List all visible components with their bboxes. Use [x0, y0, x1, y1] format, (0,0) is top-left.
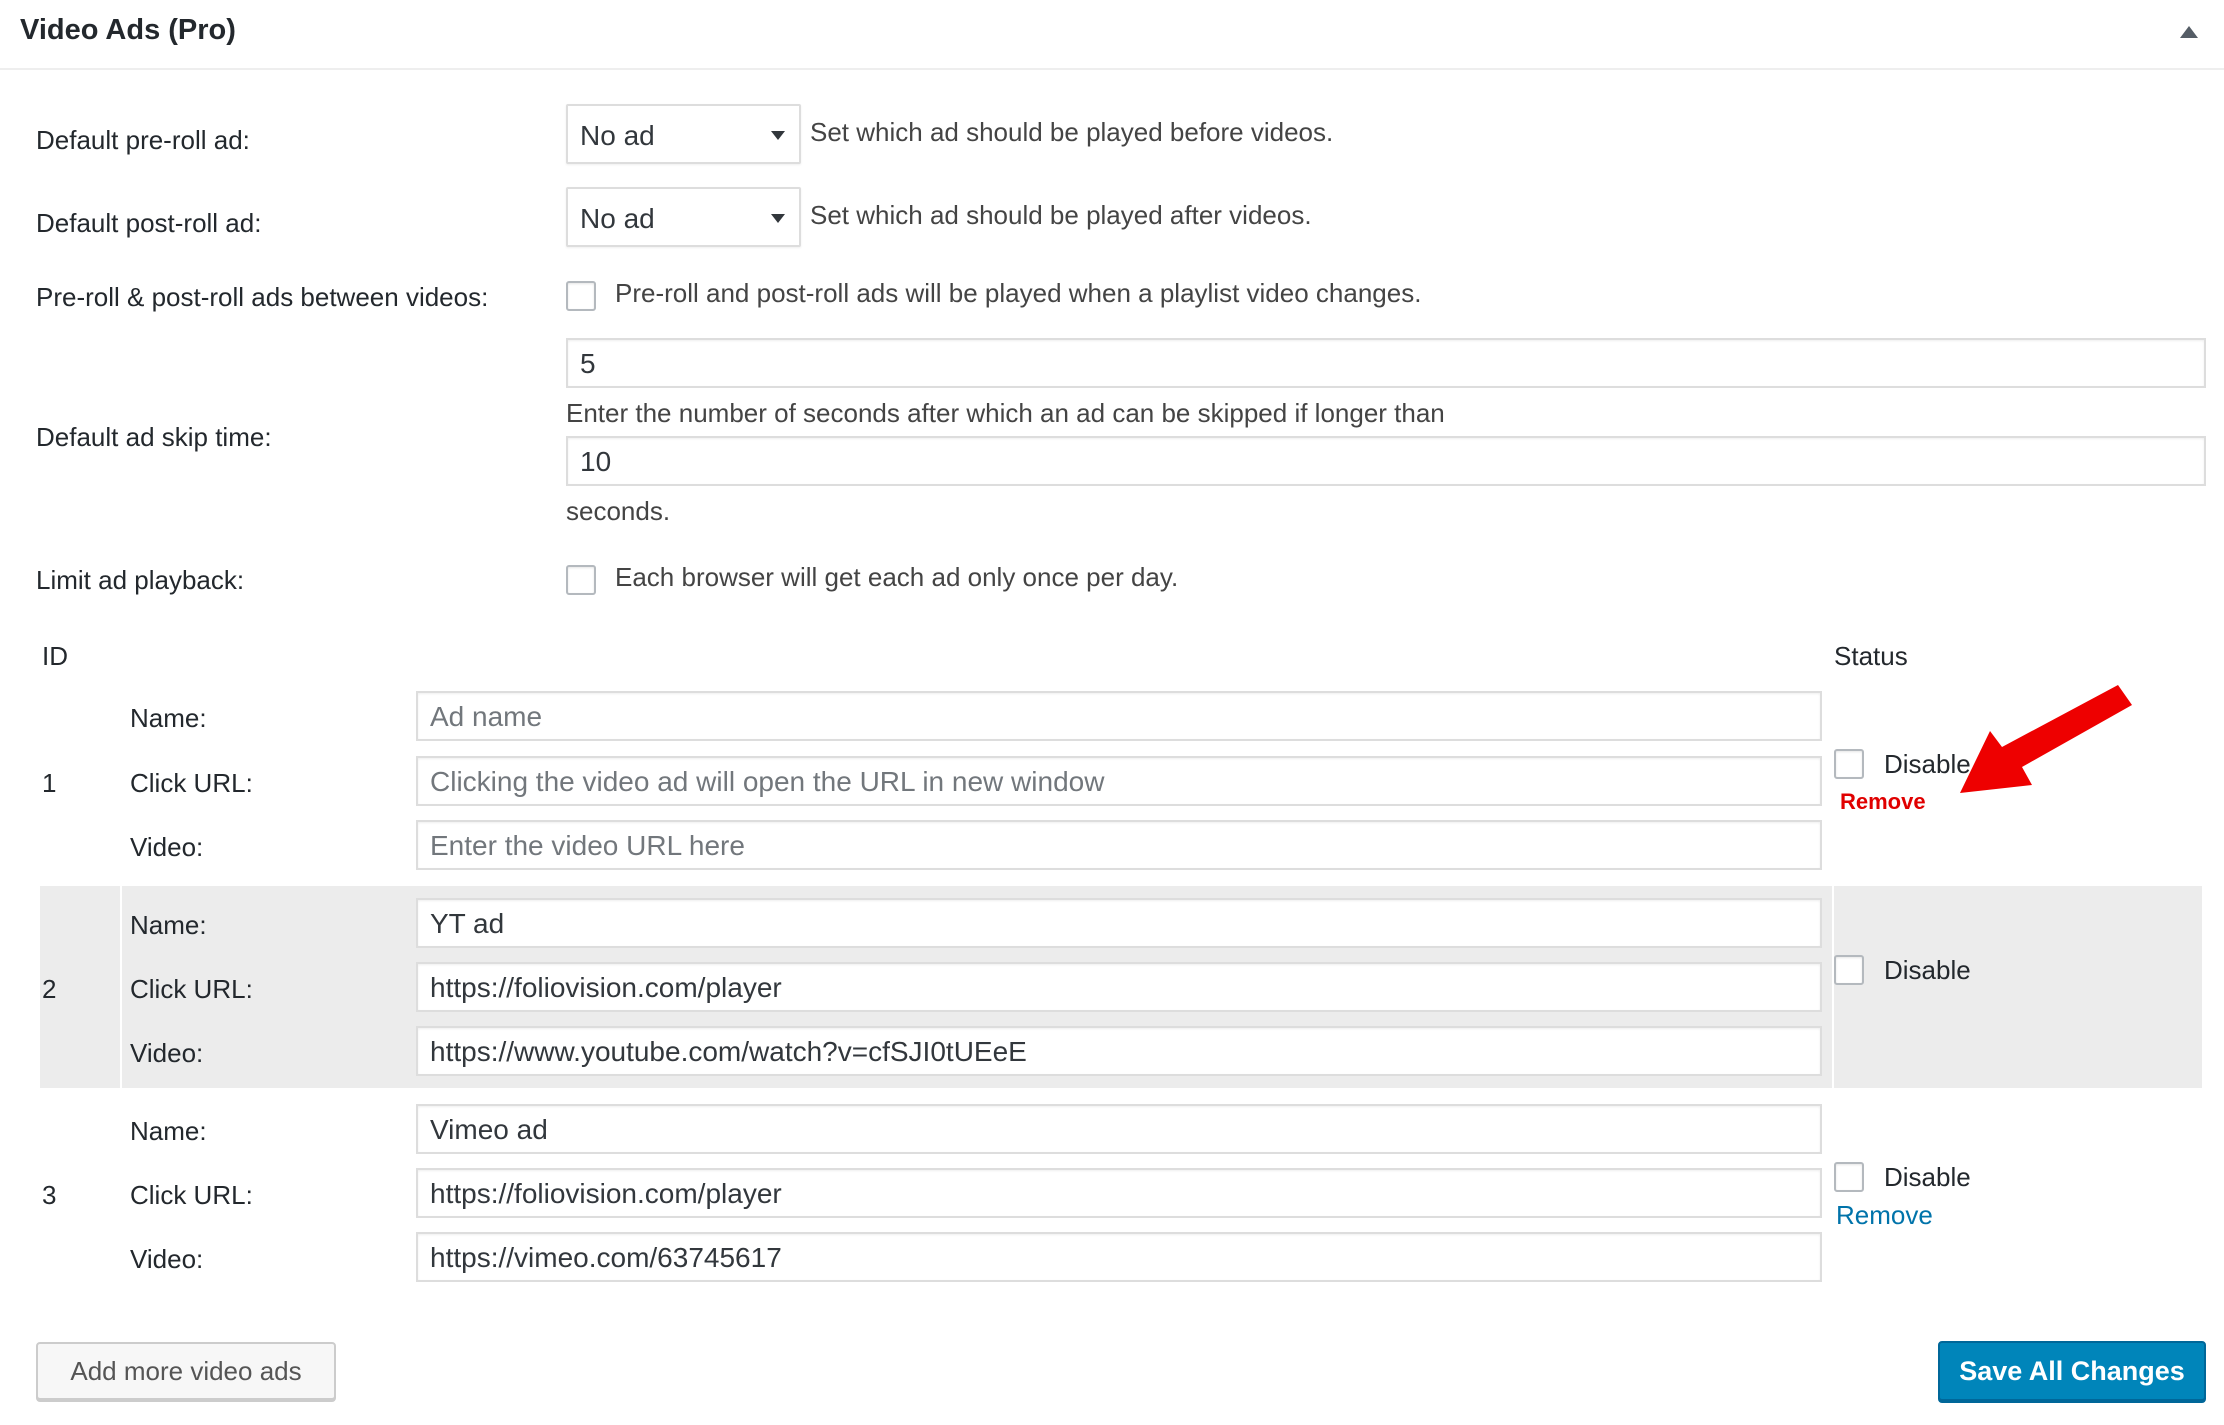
remove-link[interactable]: Remove — [1836, 1200, 1933, 1230]
video-url-input[interactable]: Enter the video URL here — [416, 820, 1822, 870]
click-url-input[interactable]: https://foliovision.com/player — [416, 962, 1822, 1012]
click-url-label: Click URL: — [130, 1180, 253, 1210]
preroll-label: Default pre-roll ad: — [36, 125, 250, 155]
skip-longer-than-input[interactable]: 10 — [566, 436, 2206, 486]
video-label: Video: — [130, 832, 204, 862]
disable-checkbox[interactable] — [1834, 955, 1864, 985]
column-header-status: Status — [1834, 641, 1908, 671]
disable-label: Disable — [1884, 955, 1971, 985]
limit-playback-description: Each browser will get each ad only once per day. — [615, 562, 1179, 592]
name-label: Name: — [130, 910, 207, 940]
row-status-cell — [1834, 886, 2202, 1088]
chevron-down-icon — [771, 131, 785, 140]
skip-time-input[interactable]: 5 — [566, 338, 2206, 388]
chevron-down-icon — [771, 214, 785, 223]
column-header-id: ID — [42, 641, 68, 671]
add-more-video-ads-button[interactable]: Add more video ads — [36, 1342, 336, 1400]
panel-title: Video Ads (Pro) — [20, 14, 236, 46]
disable-checkbox[interactable] — [1834, 1162, 1864, 1192]
disable-label: Disable — [1884, 749, 1971, 779]
click-url-input[interactable]: https://foliovision.com/player — [416, 1168, 1822, 1218]
video-label: Video: — [130, 1244, 204, 1274]
disable-label: Disable — [1884, 1162, 1971, 1192]
video-url-input[interactable]: https://vimeo.com/63745617 — [416, 1232, 1822, 1282]
postroll-select[interactable] — [566, 187, 801, 247]
name-label: Name: — [130, 703, 207, 733]
seconds-suffix: seconds. — [566, 496, 671, 526]
skip-time-description: Enter the number of seconds after which an ad can be skipped if longer than — [566, 398, 1445, 428]
row-id: 2 — [42, 974, 57, 1004]
postroll-select-value: No ad — [580, 203, 655, 234]
click-url-label: Click URL: — [130, 768, 253, 798]
row-id: 1 — [42, 768, 57, 798]
click-url-label: Click URL: — [130, 974, 253, 1004]
disable-checkbox[interactable] — [1834, 749, 1864, 779]
ad-name-input[interactable]: Vimeo ad — [416, 1104, 1822, 1154]
save-all-changes-button[interactable]: Save All Changes — [1938, 1341, 2206, 1401]
annotation-arrow-icon — [1960, 685, 2140, 805]
click-url-input[interactable]: Clicking the video ad will open the URL in new window — [416, 756, 1822, 806]
collapse-arrow-icon[interactable] — [2180, 26, 2198, 38]
panel-header — [0, 0, 2224, 70]
remove-link[interactable]: Remove — [1840, 789, 1926, 814]
postroll-label: Default post-roll ad: — [36, 208, 262, 238]
preroll-select-value: No ad — [580, 120, 655, 151]
row-id: 3 — [42, 1180, 57, 1210]
name-label: Name: — [130, 1116, 207, 1146]
postroll-description: Set which ad should be played after videos. — [810, 200, 1312, 230]
between-videos-description: Pre-roll and post-roll ads will be played when a playlist video changes. — [615, 278, 1422, 308]
skip-time-label: Default ad skip time: — [36, 422, 272, 452]
video-url-input[interactable]: https://www.youtube.com/watch?v=cfSJI0tUEeE — [416, 1026, 1822, 1076]
preroll-select[interactable] — [566, 104, 801, 164]
limit-playback-label: Limit ad playback: — [36, 565, 245, 595]
limit-playback-checkbox[interactable] — [566, 565, 596, 595]
ad-name-input[interactable]: YT ad — [416, 898, 1822, 948]
between-videos-label: Pre-roll & post-roll ads between videos: — [36, 282, 489, 312]
preroll-description: Set which ad should be played before videos. — [810, 117, 1334, 147]
video-label: Video: — [130, 1038, 204, 1068]
between-videos-checkbox[interactable] — [566, 281, 596, 311]
ad-name-input[interactable]: Ad name — [416, 691, 1822, 741]
